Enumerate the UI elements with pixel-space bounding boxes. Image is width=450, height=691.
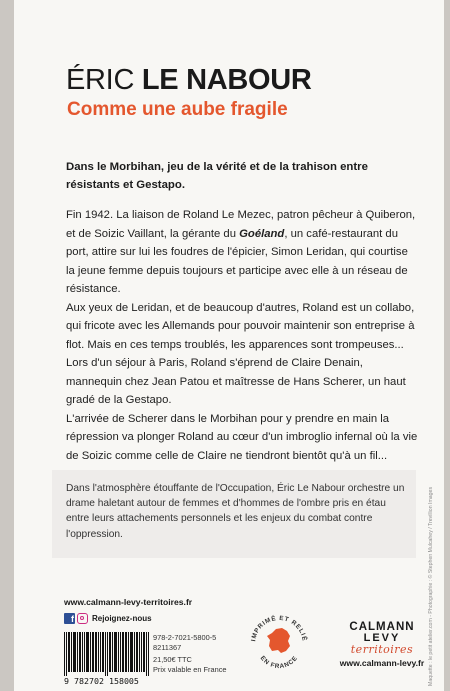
publisher-name-line1: CALMANN [349, 621, 415, 633]
barcode [64, 632, 150, 676]
publisher-imprint: territoires [350, 643, 414, 656]
isbn-number: 978-2-7021-5800-5 [153, 633, 217, 642]
book-title: Comme une aube fragile [67, 99, 288, 120]
facebook-icon[interactable]: f [64, 613, 75, 624]
lead-paragraph: Dans le Morbihan, jeu de la vérité et de la trahison entre résistants et Gestapo. [66, 161, 368, 191]
publisher-website-link[interactable]: www.calmann-levy.fr [339, 658, 425, 668]
price: 21,50€ TTC [153, 655, 192, 664]
back-cover [14, 0, 444, 691]
blurb-paragraph-2: Aux yeux de Leridan, et de beaucoup d'autres, Roland est un collabo, qui fricote avec les Allemands pour pouvoir maintenir son entreprise à flot. Mais en ces temps troublés, les apparences sont trompeuses... [66, 301, 415, 351]
blurb-paragraph-1: Fin 1942. La liaison de Roland Le Mezec, patron pêcheur à Quiberon, et de Soizic Vaillant, la gérante du Goéland, un café-restaurant du port, attire sur lui les foudres de l'épicier, Simon Leridan, qui courtise la jeune femme depuis toujours et participe avec elle à un réseau de résistance. [66, 209, 416, 295]
blurb-paragraph-3: Lors d'un séjour à Paris, Roland s'éprend de Claire Denain, mannequin chez Jean Patou et maîtresse de Hans Scherer, un haut gradé de la Gestapo. [66, 357, 406, 406]
product-code: 8211367 [153, 642, 182, 652]
blurb [66, 206, 418, 465]
author-name [66, 64, 312, 97]
author-last-name: LE NABOUR [141, 64, 312, 96]
seal-bottom-text: EN FRANCE [258, 654, 300, 671]
svg-text:EN FRANCE [259, 655, 300, 670]
social-links [64, 612, 152, 624]
publisher-logo [328, 621, 436, 668]
author-first-name: ÉRIC [66, 64, 135, 96]
isbn-block [153, 633, 216, 653]
publisher-name-line2: LEVY [363, 632, 401, 644]
photo-credits: Maquette : le petit atelier.com - Photographie : © Stephen Mulcahey / Trevillion Images [428, 486, 434, 686]
blurb-paragraph-4: L'arrivée de Scherer dans le Morbihan pour y prendre en main la répression va plonger Roland au cœur d'un imbroglio infernal où la vie de Soizic comme celle de Claire ne tiendront bientôt qu'à un fil... [66, 412, 418, 462]
summary-text: Dans l'atmosphère étouffante de l'Occupation, Éric Le Nabour orchestre un drame haletant autour de femmes et d'hommes de l'ombre pris en étau entre leurs attachements personnels et les enjeux du combat contre l'oppression. [66, 483, 405, 540]
price-note: Prix valable en France [153, 664, 227, 674]
barcode-digits: 9 782702 158005 [64, 676, 139, 686]
cafe-name: Goéland [239, 227, 285, 240]
seal-top-text: IMPRIMÉ ET RELIÉ [250, 614, 308, 642]
summary-box [52, 470, 416, 558]
made-in-france-seal [245, 606, 313, 674]
join-us-label: Rejoignez-nous [92, 613, 152, 623]
territoires-website-link[interactable]: www.calmann-levy-territoires.fr [64, 597, 193, 607]
price-block [153, 655, 227, 674]
instagram-icon[interactable] [77, 613, 88, 624]
france-map-icon [267, 628, 290, 653]
